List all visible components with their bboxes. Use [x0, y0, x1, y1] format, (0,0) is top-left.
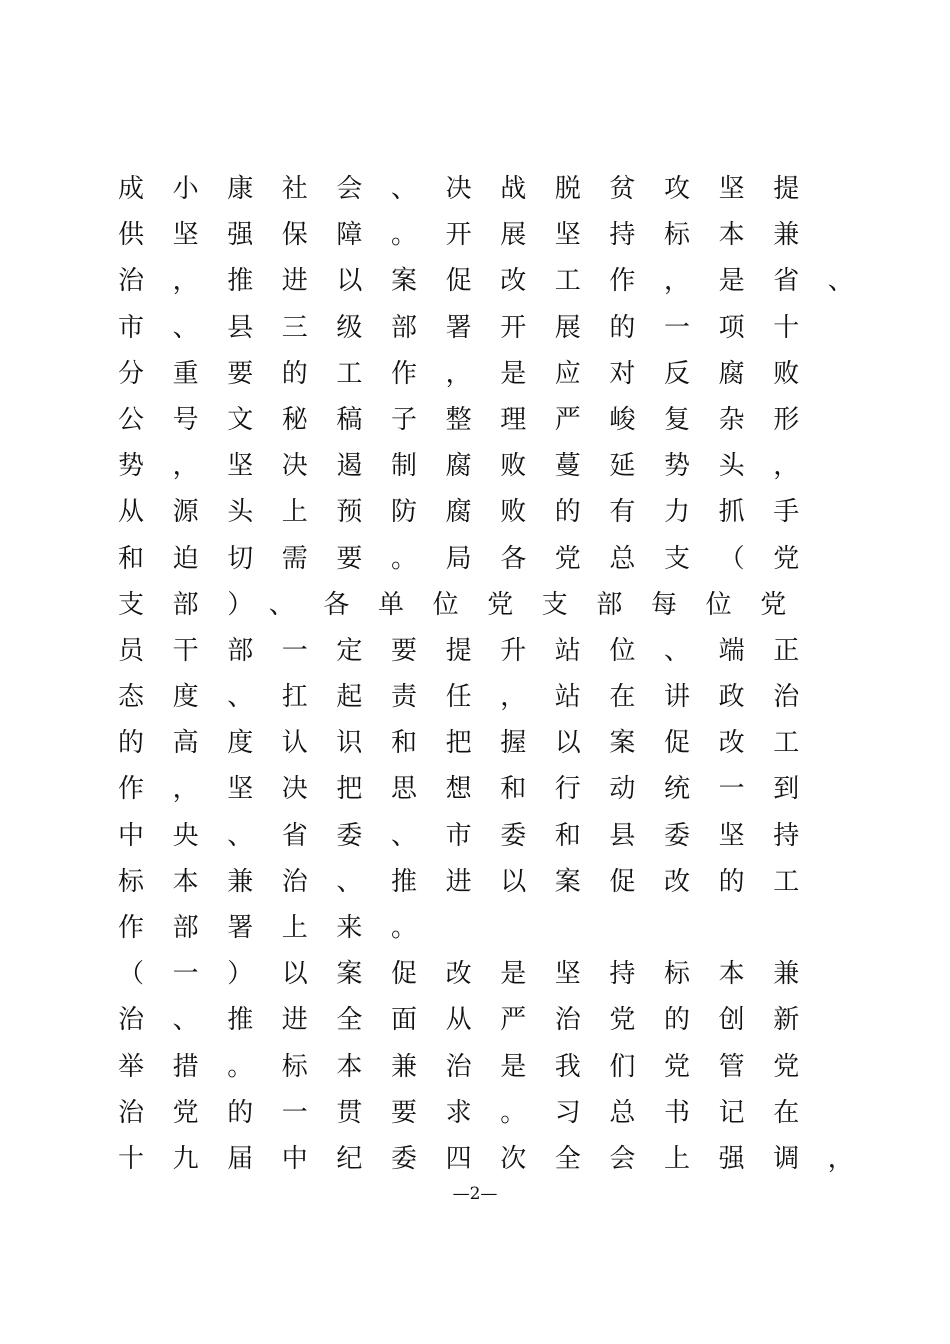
text-line-10: 支部）、各单位党支部每位党 [118, 589, 815, 620]
text-line-22: 十九届中纪委四次全会上强调， [118, 1143, 883, 1174]
text-line-16: 标本兼治、推进以案促改的工 [118, 866, 828, 897]
body-text [118, 166, 883, 1182]
text-line-8: 从源头上预防腐败的有力抓手 [118, 497, 828, 528]
text-line-20: 举措。标本兼治是我们党管党 [118, 1051, 828, 1082]
text-line-11: 员干部一定要提升站位、端正 [118, 635, 828, 666]
text-line-4: 市、县三级部署开展的一项十 [118, 312, 828, 343]
text-line-5: 分重要的工作，是应对反腐败 [118, 358, 828, 389]
text-line-19: 治、推进全面从严治党的创新 [118, 1005, 828, 1036]
text-line-9: 和迫切需要。局各党总支（党 [118, 543, 828, 574]
text-line-21: 治党的一贯要求。习总书记在 [118, 1097, 828, 1128]
text-line-17: 作部署上来。 [118, 913, 446, 943]
text-line-13: 的高度认识和把握以案促改工 [118, 728, 828, 759]
text-line-18: （一）以案促改是坚持标本兼 [118, 959, 828, 990]
text-line-7: 势，坚决遏制腐败蔓延势头， [118, 451, 828, 482]
text-line-1: 成小康社会、决战脱贫攻坚提 [118, 174, 828, 204]
text-line-3: 治，推进以案促改工作，是省、 [118, 266, 883, 297]
text-line-12: 态度、扛起责任，站在讲政治 [118, 682, 828, 713]
text-line-15: 中央、省委、市委和县委坚持 [118, 820, 828, 851]
page-number: —2— [452, 1184, 498, 1204]
text-line-6: 公号文秘稿子整理严峻复杂形 [118, 404, 828, 435]
text-line-14: 作，坚决把思想和行动统一到 [118, 774, 828, 805]
text-line-2: 供坚强保障。开展坚持标本兼 [118, 220, 828, 251]
